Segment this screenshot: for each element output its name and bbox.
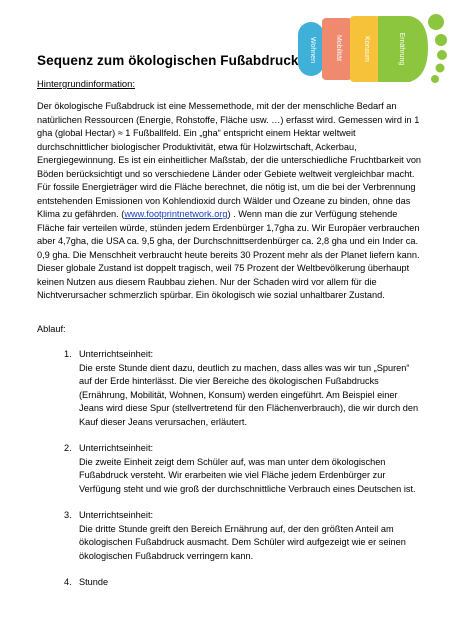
step-title: Unterrichtseinheit:: [79, 510, 154, 520]
page-title: Sequenz zum ökologischen Fußabdruck: [37, 53, 299, 68]
step-text: Die erste Stunde dient dazu, deutlich zu machen, dass alles was wir tun „Spuren“ auf der Erde hinterlässt. Die vier Bereiche des ökologischen Fußabdrucks (Ernährung, Mobilität, Wohnen, Konsum) werden eingeführt. Am Beispiel einer Jeans wird diese Spur (stellvertretend für den Flächenverbrauch), die wir durch den Kauf dieser Jeans verursachen, erläutert.: [79, 362, 419, 427]
step-text: Die dritte Stunde greift den Bereich Ernährung auf, der den größten Anteil am ökologischen Fußabdruck ausmacht. Dem Schüler wird aufgezeigt wie er seinen ökologischen Fußabdruck verringern kann.: [79, 523, 406, 561]
footprint-label-wohnen: Wohnen: [309, 37, 316, 63]
footprint-graphic: [296, 10, 448, 88]
steps-list: [37, 348, 432, 603]
list-item: [37, 348, 432, 429]
ablauf-label: Ablauf:: [37, 324, 66, 334]
toe-icon: [436, 64, 445, 73]
paragraph-second: Dieser globale Zustand ist doppelt tragisch, weil 75 Prozent der Weltbevölkerung überhaupt keinen Nutzen aus diesem Raubbau ziehen. Nur der Schaden wird vor allem für die Nichtverursacher schmerzlich spürbar. Ein ökologisch wie sozial unhaltbarer Zustand.: [37, 263, 410, 300]
step-number: 4.: [64, 577, 72, 587]
step-title: Stunde: [79, 577, 109, 587]
step-number: 3.: [64, 510, 72, 520]
background-text: [37, 100, 425, 303]
list-item: [37, 509, 432, 563]
step-number: 1.: [64, 349, 72, 359]
toe-icon: [431, 75, 439, 83]
footprint-label-mobilitaet: Mobilität: [335, 34, 342, 62]
section-heading: Hintergrundinformation:: [37, 78, 135, 89]
step-text: Die zweite Einheit zeigt dem Schüler auf, was man unter dem ökologischen Fußabdruck versteht. Wir erarbeiten wie viel Fläche jedem Erdenbürger zur Verfügung steht und wie groß der durchschnittliche Verbrauch eines Deutschen ist.: [79, 456, 416, 494]
step-title: Unterrichtseinheit:: [79, 349, 154, 359]
footprint-sole: [298, 16, 428, 82]
paragraph-text-continued: ) . Wenn man die zur Verfügung stehende Fläche fair verteilen würde, stünden jedem Erdenbürger 1,7gha zu. Wir Europäer verbrauchen aber 4,7gha, die USA ca. 9,5 gha, der Durchschnittserdenbürger ca. 2,8 gha und ein Inder ca. 0,9 gha. Die Menschheit verbraucht heute bereits 30 Prozent mehr als der Planet liefern kann.: [37, 209, 420, 260]
toe-icon: [428, 14, 444, 30]
toe-icon: [437, 50, 447, 60]
footprint-label-konsum: Konsum: [363, 36, 370, 62]
footprint-label-ernaehrung: Ernährung: [398, 32, 405, 66]
step-title: Unterrichtseinheit:: [79, 443, 154, 453]
list-item: [37, 576, 432, 590]
footprint-toes: [428, 14, 447, 83]
step-number: 2.: [64, 443, 72, 453]
list-item: [37, 442, 432, 496]
toe-icon: [435, 34, 447, 46]
footprint-network-link[interactable]: www.footprintnetwork.org: [124, 209, 228, 219]
paragraph-text: Der ökologische Fußabdruck ist eine Messemethode, mit der der menschliche Bedarf an natürlichen Ressourcen (Energie, Rohstoffe, Fläche usw. …) erfasst wird. Gemessen wird in 1 gha (global Hectar) ≈ 1 Fußballfeld. Ein „gha“ entspricht einem Hektar weltweit durchschnittlicher biologischer Produktivität, etwa für Holzwirtschaft, Ackerbau, Energiegewinnung. Es ist ein einheitlicher Maßstab, der die unterschiedliche Fruchtbarkeit von Böden berücksichtigt und so verschiedene Länder oder Gebiete weltweit vergleichbar macht. Für fossile Energieträger wird die Fläche berechnet, die nötig ist, um die bei der Verbrennung entstehenden Emissionen von Kohlendioxid durch Wälder und Ozeane zu binden, ohne das Klima zu gefährden. (: [37, 101, 422, 219]
